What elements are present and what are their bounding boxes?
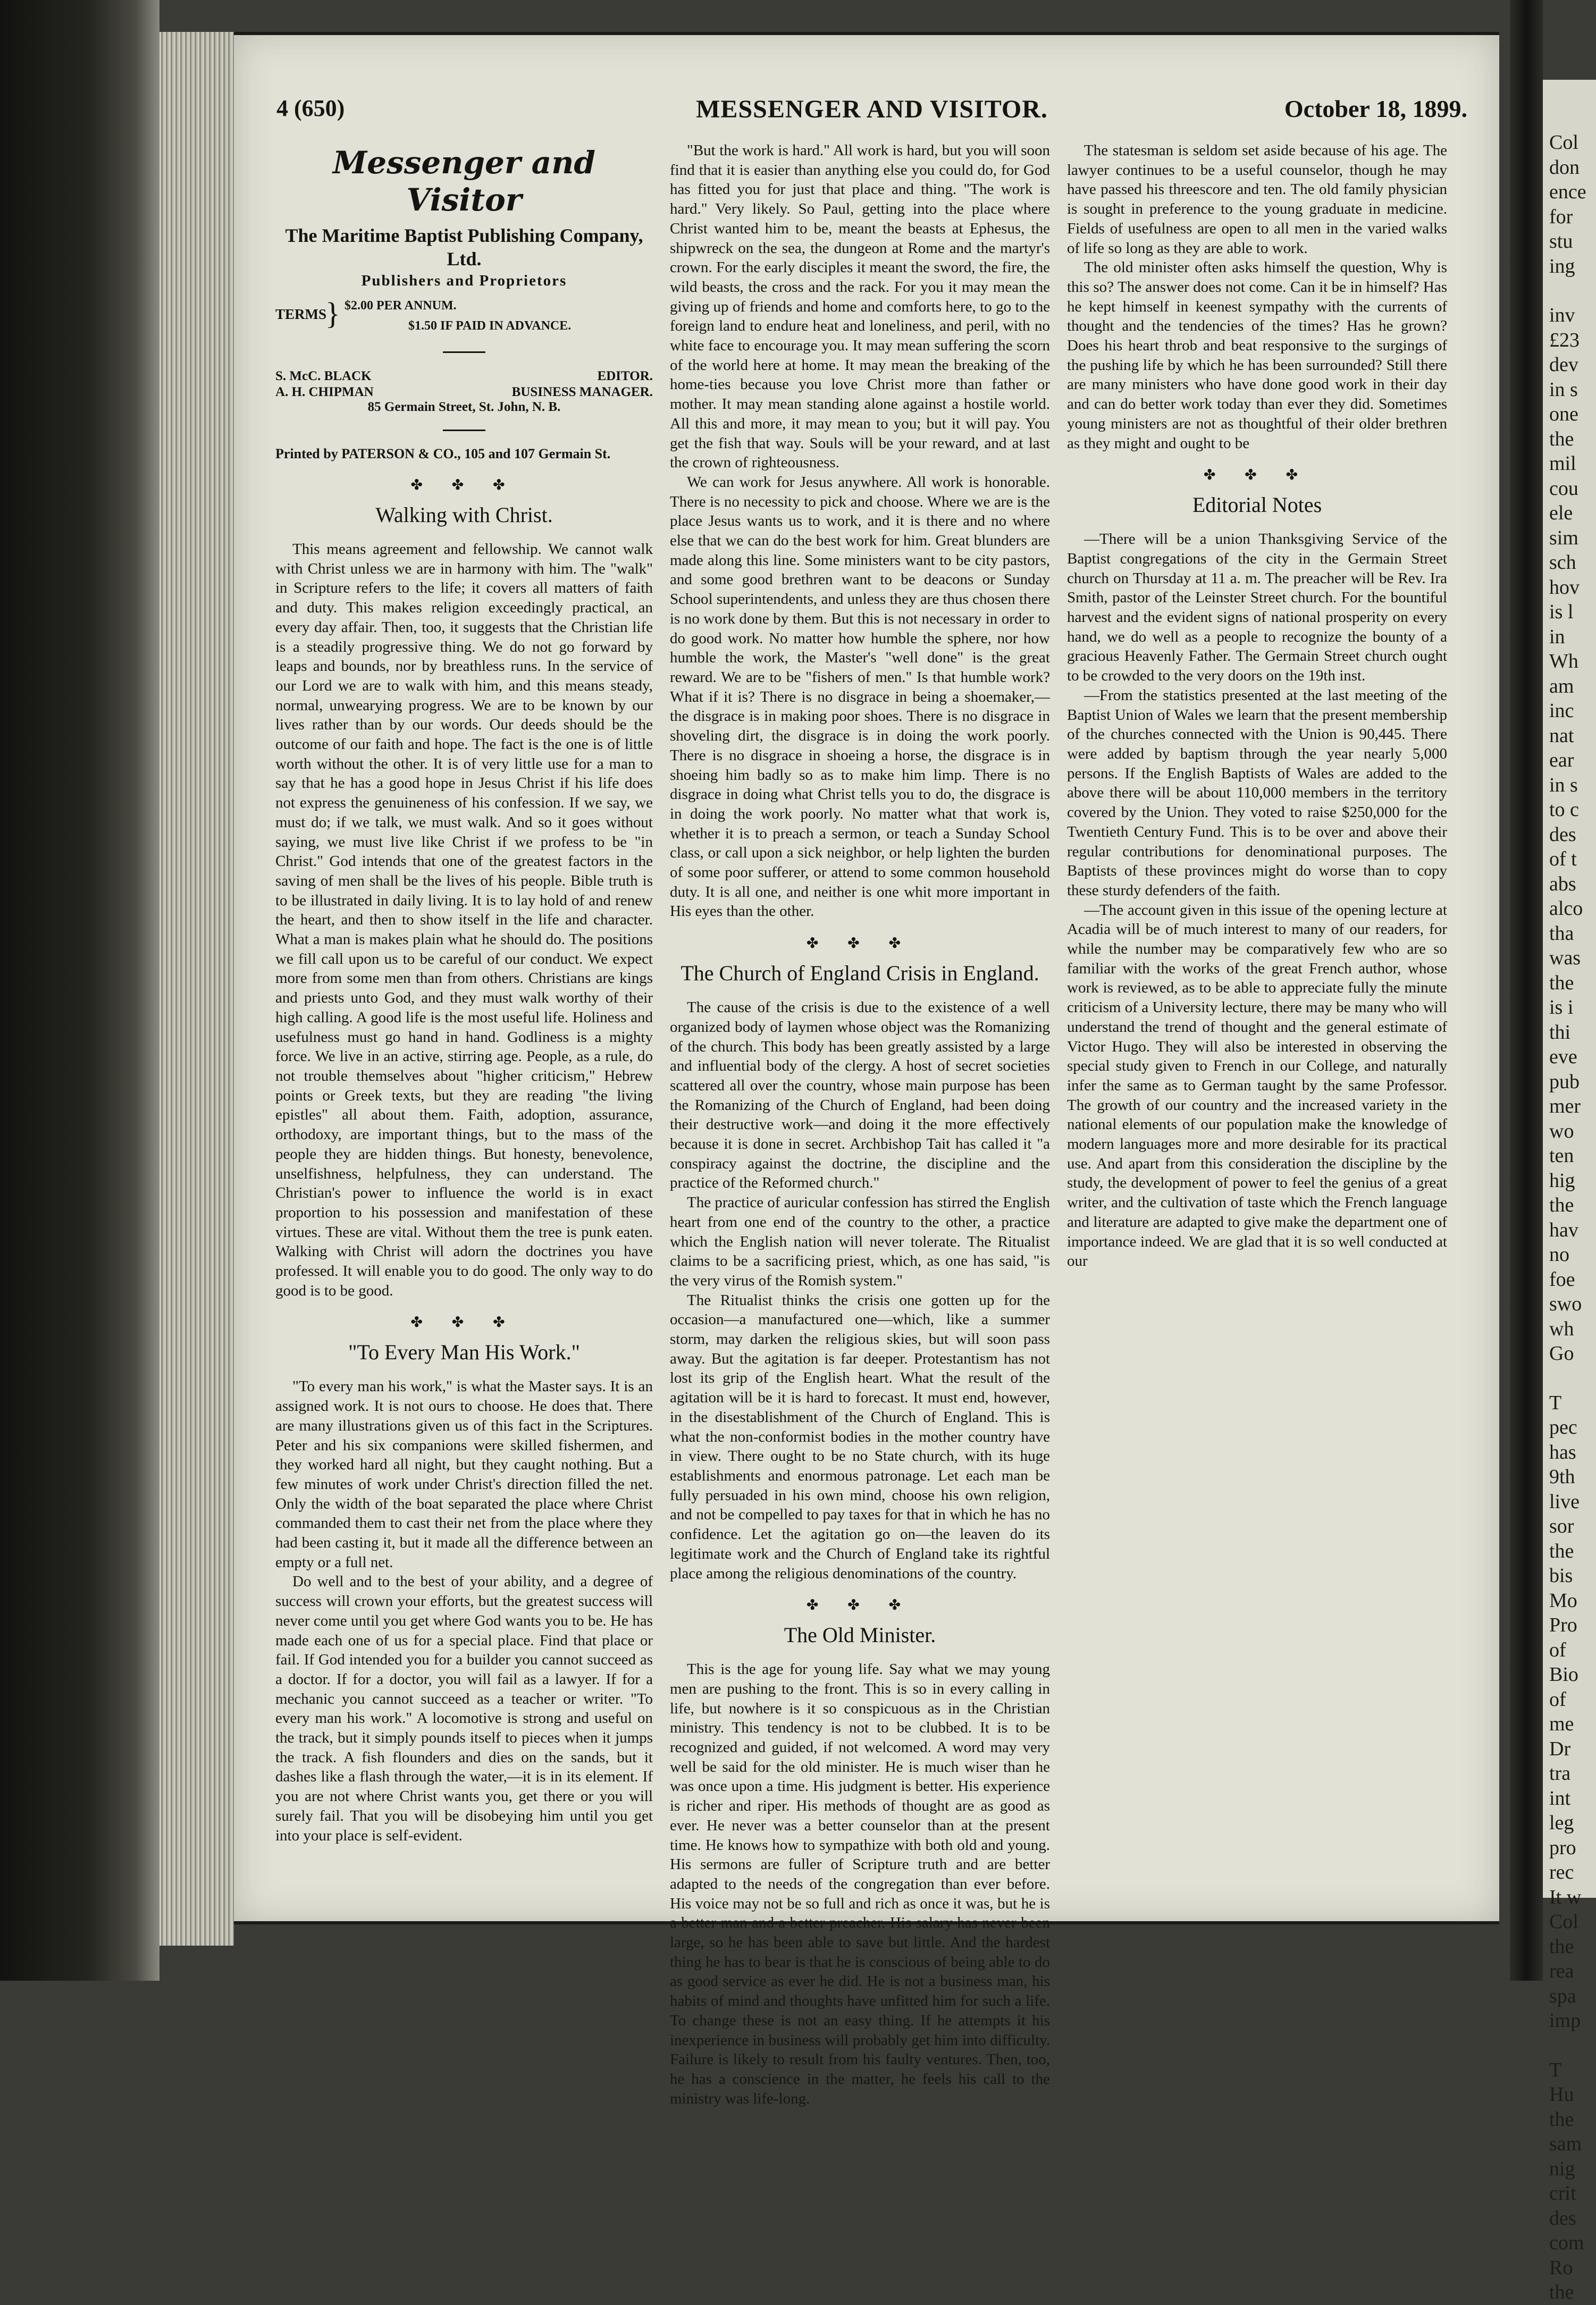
fragment-text: wo — [1549, 1120, 1574, 1142]
fragment-text: the — [1549, 1540, 1574, 1562]
fragment-text: inv — [1549, 304, 1575, 326]
article-title-notes: Editorial Notes — [1192, 493, 1322, 517]
column-3 — [1067, 141, 1447, 1271]
fragment-text: in s — [1549, 378, 1578, 401]
column-2 — [670, 141, 1050, 2108]
terms-annum: $2.00 PER ANNUM. — [345, 299, 457, 313]
fragment-text: crit — [1549, 2182, 1576, 2205]
fragment-text: mer — [1549, 1095, 1581, 1117]
editor-name: S. McC. BLACK — [275, 369, 372, 383]
fragment-text: imp — [1549, 2009, 1581, 2032]
fragment-text: tha — [1549, 922, 1574, 945]
fragment-text: am — [1549, 675, 1574, 697]
fragment-text: Wh — [1549, 650, 1578, 672]
fragment-text: pro — [1549, 1836, 1576, 1859]
fragment-text — [1549, 1366, 1596, 1391]
editorial-note: —The account given in this issue of the opening lecture at Acadia will be of much interest to many of our readers, for while the number may be comparatively few who are so familiar with the works of the great French author, whose work is reviewed, as to be able to appreciate fully the minute criticism of a University lecture, there may be many who will understand the trend of thought and the general estimate of Victor Hugo. They will also be interested in observing the special study given to French in our College, and naturally infer the same as to German taught by the same Professor. The growth of our country and the increased variety in the national elements of our population make the knowledge of modern languages more and more desirable for its practical use. And apart from this consideration the discipline by the study, the development of power to feel the genius of a great writer, and the cultivation of taste which the French language and literature are adapted to give make the department one of importance indeed. We are glad that it is so well conducted at our — [1067, 901, 1447, 1270]
fragment-text: Pro — [1549, 1614, 1577, 1636]
fragment-text: 9th — [1549, 1466, 1575, 1488]
fragment-text: Bio — [1549, 1663, 1578, 1686]
fragment-text: hig — [1549, 1169, 1575, 1192]
fragment-text: ear — [1549, 749, 1574, 771]
fragment-text: pec — [1549, 1416, 1577, 1438]
fragment-text: ele — [1549, 502, 1573, 524]
fragment-text: don — [1549, 156, 1580, 179]
scan-edge-top — [234, 32, 1499, 35]
publisher-name: The Maritime Baptist Publishing Company, Ltd. — [285, 225, 643, 270]
article-paragraph: The practice of auricular confession has stirred the English heart from one end of the country to the other, a practice which the English nation will never tolerate. The Ritualist claims to be a sacrificing priest, which, as one has said, "is the very virus of the Romish system." — [670, 1194, 1050, 1289]
fragment-text — [1549, 2033, 1596, 2058]
fragment-text: to c — [1549, 798, 1579, 821]
fragment-text: spa — [1549, 1984, 1576, 2007]
article-paragraph: The Ritualist thinks the crisis one gotten up for the occasion—a manufactured one—which, like a summer storm, may darken the religious skies, but will soon pass away. But the agitation is far deeper. Protestantism has not lost its grip of the English heart. What the result of the agitation will be it is hard to forecast. It must end, however, in the disestablishment of the Church of England. This is what the non-conformist bodies in the mother country have in view. There ought to be no State church, with its huge establishments and enormous patronage. Let each man be fully persuaded in his own mind, choose his own religion, and not be compelled to pay taxes for that in which he has no confidence. Let the agitation go on—the leaven do its legitimate work and the Church of England take its rightful place among the religious denominations of the country. — [670, 1291, 1050, 1582]
article-paragraph: This means agreement and fellowship. We cannot walk with Christ unless we are in harmony with him. The "walk" in Scripture refers to the life; it covers all matters of faith and duty. This makes religion exceedingly practical, an every day affair. Then, too, it suggests that the Christian life is a steadily progressive thing. We do not go forward by leaps and bounds, nor by breathless runs. In the service of our Lord we are to walk with him, and this means steady, normal, unwearying progress. We are to be known by our lives rather than by our words. Our deeds should be the outcome of our faith and hope. The fact is the one is of little worth without the other. It is of very little use for a man to say that he has a good hope in Jesus Christ if his life does not express the genuineness of his confession. If we say, we must do; if we talk, we must walk. And so it goes without saying, we must live like Christ if we profess to be "in Christ." God intends that one of the greatest factors in the saving of men shall be the lives of his people. Bible truth is to be illustrated in daily living. It is to lay hold of and renew the heart, and then to show itself in the life and character. What a man is makes plain what he should do. The positions we fill call upon us to be careful of our conduct. We expect more from some men than from others. Christians are kings and priests unto God, and they must walk worthy of their high calling. A good life is the most useful life. Holiness and usefulness must go hand in hand. Godliness is a mighty force. We live in an active, stirring age. People, as a rule, do not trouble themselves about "higher criticism," Hebrew points or Greek texts, but they are reading "the living epistles" all about them. Faith, adoption, assurance, orthodoxy, are important things, but to the mass of the people they are hidden things. But honesty, benevolence, unselfishness, helpfulness, they can understand. The Christian's power to influence the world is in exact proportion to his possession and manifestation of these virtues. These are vital. Without them the tree is punk eaten. Walking with Christ will adorn the doctrines you have professed. It will enable you to do good. The only way to do good is to be good. — [275, 541, 653, 1299]
fragment-text: bis — [1549, 1564, 1573, 1587]
article-title-church: The Church of England Crisis in England. — [681, 961, 1039, 986]
fragment-text: It w — [1549, 1886, 1582, 1908]
ornament-divider: ✤ ✤ ✤ — [806, 1597, 914, 1613]
editorial-note: —From the statistics presented at the last meeting of the Baptist Union of Wales we learn that the present membership of the churches connected with the Union is 90,445. There were added by baptism through the year nearly 5,000 persons. If the English Baptists of Wales are added to the above there will be about 110,000 members in the territory covered by the Union. They voted to raise $250,000 for the Twentieth Century Fund. This is to be over and above their regular contributions for denominational purposes. The Baptists of these provinces might do worse than to copy these sturdy defenders of the faith. — [1067, 686, 1447, 899]
fragment-text: abs — [1549, 872, 1576, 895]
fragment-text: of — [1549, 1688, 1566, 1711]
fragment-text — [1549, 279, 1596, 303]
fragment-text: Ro — [1549, 2256, 1573, 2279]
fragment-text: the — [1549, 427, 1574, 450]
column-1 — [275, 141, 653, 1845]
manager-name: A. H. CHIPMAN — [275, 385, 374, 399]
fragment-text: thi — [1549, 1021, 1571, 1044]
fragment-text: is l — [1549, 601, 1574, 623]
manager-role: BUSINESS MANAGER. — [511, 385, 653, 399]
fragment-text: ence — [1549, 181, 1586, 203]
fragment-text: nig — [1549, 2157, 1575, 2180]
fragment-text: live — [1549, 1490, 1580, 1513]
fragment-text: in s — [1549, 773, 1578, 796]
fragment-text: the — [1549, 2108, 1574, 2131]
editor-role: EDITOR. — [597, 369, 653, 383]
fragment-text: hov — [1549, 576, 1580, 599]
fragment-text: mil — [1549, 452, 1576, 475]
editorial-note: —There will be a union Thanksgiving Service of the Baptist congregations of the city in the Germain Street church on Thursday at 11 a. m. The preacher will be Rev. Ira Smith, pastor of the Leinster Street church. For the bountiful harvest and the evident signs of national prosperity on every hand, we do well as a people to recognize the bounty of a gracious Heavenly Father. The Germain Street church ought to be crowded to the very doors on the 19th inst. — [1067, 531, 1447, 685]
fragment-text: stu — [1549, 230, 1573, 253]
fragment-text: swo — [1549, 1293, 1582, 1315]
ornament-divider: ✤ ✤ ✤ — [410, 477, 518, 493]
stacked-page-edges — [159, 32, 234, 1946]
fragment-text: sor — [1549, 1515, 1574, 1537]
fragment-text: eve — [1549, 1046, 1577, 1068]
fragment-text: ten — [1549, 1145, 1574, 1167]
paper-name: MESSENGER AND VISITOR. — [696, 95, 1048, 123]
article-title-work: "To Every Man His Work." — [348, 1340, 580, 1365]
fragment-text: rea — [1549, 1960, 1574, 1982]
article-paragraph: "To every man his work," is what the Master says. It is an assigned work. It is not ours to choose. He does that. There are many illustrations given us of this fact in the Scriptures. Peter and his six companions were skilled fishermen, and they worked hard all night, but they caught nothing. But a few minutes of work under Christ's direction filled the net. Only the width of the boat separated the place where Christ commanded them to cast their net from the place where they had been casting it, but it made all the difference between an empty or a full net. — [275, 1378, 653, 1571]
fragment-text: for — [1549, 205, 1573, 228]
fragment-text: has — [1549, 1441, 1576, 1463]
fragment-text: of — [1549, 1638, 1566, 1661]
ornament-divider: ✤ ✤ ✤ — [410, 1314, 518, 1331]
fragment-text: T — [1549, 1391, 1562, 1414]
running-head — [276, 95, 1467, 137]
article-paragraph: Do well and to the best of your ability, and a degree of success will crown your efforts, but the greatest success will never come until you get where God wants you to be. He has made each one of us for a special place. Find that place or fail. If God intended you for a builder you cannot succeed as a doctor. If for a doctor, you will fail as a lawyer. If for a mechanic you cannot succeed as a teacher or writer. "To every man his work." A locomotive is strong and useful on the track, but it simply pounds itself to pieces when it jumps the track. A fish flounders and dies on the sands, but it dashes like a flash through the water,—it is in its element. If you are not where Christ wants you, get there or you will surely fail. That you will be disobeying him until you get into your place is self-evident. — [275, 1573, 653, 1844]
fragment-text: the — [1549, 2281, 1574, 2303]
terms-advance: $1.50 IF PAID IN ADVANCE. — [408, 319, 572, 333]
fragment-text: rec — [1549, 1861, 1574, 1883]
fragment-text: Mo — [1549, 1589, 1577, 1612]
office-address: 85 Germain Street, St. John, N. B. — [367, 400, 561, 414]
fragment-text: was — [1549, 947, 1581, 969]
fragment-text: of t — [1549, 848, 1577, 870]
fragment-text: foe — [1549, 1268, 1575, 1291]
book-spine-shadow — [0, 0, 159, 1981]
ornament-divider: ✤ ✤ ✤ — [1203, 467, 1311, 483]
issue-date: October 18, 1899. — [1284, 95, 1467, 122]
binding-gutter — [1510, 0, 1543, 1981]
article-title-walking: Walking with Christ. — [375, 503, 553, 527]
article-paragraph: This is the age for young life. Say what we may young men are pushing to the front. This is so in every calling in life, but nowhere is it so conspicuous as in the Christian ministry. This tendency is not to be clubbed. It is to be recognized and guided, if not welcomed. A word may very well be said for the old minister. He is much wiser than he was once upon a time. His judgment is better. His experience is richer and riper. His methods of thought are as good as ever. He never was a better counselor than at the present time. He knows how to sympathize with both old and young. His sermons are fuller of Scripture truth and are better adapted to the needs of the congregation than ever before. His voice may not be so full and rich as once it was, but he is a better man and a better preacher. His salary has never been large, so he has been able to save but little. And the hardest thing he has to bear is that he is conscious of being able to do as good service as ever he did. He is not a business man, his habits of mind and thoughts have unfitted him for such a life. To change these is not an easy thing. If he attempts it his inexperience in business will probably get him into difficulty. Failure is likely to result from his faulty ventures. Then, too, he has a conscience in the matter, he feels his call to the ministry was life-long. — [670, 1661, 1050, 2107]
brace-glyph: } — [325, 296, 340, 331]
divider-rule — [443, 430, 485, 431]
publisher-role: Publishers and Proprietors — [361, 272, 567, 289]
terms-label: TERMS — [275, 306, 327, 322]
fragment-text: is i — [1549, 996, 1574, 1019]
fragment-text: Go — [1549, 1342, 1574, 1365]
article-paragraph: "But the work is hard." All work is hard, but you will soon find that it is easier than anything else you could do, for God has fitted you for just that place and thing. "The work is hard." Very likely. So Paul, getting into the place where Christ wanted him to be, meant the beasts at Ephesus, the shipwreck on the sea, the dungeon at Rome and the martyr's crown. For the early disciples it meant the sword, the fire, the wild beasts, the cross and the rack. For you it may mean the giving up of friends and home and comforts here, to go to the foreign land to endure heat and loneliness, and peril, with no white face to encourage you. It may mean suffering the scorn of the world here at home. It may mean the breaking of the home-ties because you love Christ more than father or mother. It may mean standing alone against a hostile world. All this and more, it may mean to you; but it will pay. You get the fish that way. Souls will be your reward, and at last the crown of righteousness. — [670, 142, 1050, 472]
fragment-text: dev — [1549, 354, 1578, 376]
fragment-text: Col — [1549, 1911, 1578, 1933]
fragment-text: nat — [1549, 724, 1574, 747]
fragment-text: sch — [1549, 551, 1576, 574]
fragment-text: T — [1549, 2058, 1562, 2081]
fragment-text: in — [1549, 625, 1565, 648]
manager-line — [275, 383, 653, 399]
divider-rule — [443, 351, 485, 353]
fragment-text: sim — [1549, 526, 1578, 549]
fragment-text: inc — [1549, 700, 1574, 722]
fragment-text: the — [1549, 971, 1574, 994]
article-paragraph: The old minister often asks himself the question, Why is this so? The answer does not come. Can it be in himself? Has he kept himself in keenest sympathy with the currents of thought and the tendencies of the times? Has he grown? Does his heart throb and beat responsive to the surgings of the pushing life by which he has been surrounded? Still there are many ministers who have done good work in their day and can do better work today than ever they did. Sometimes young ministers are not as thoughtful of their older brethren as they might and ought to be — [1067, 259, 1447, 452]
article-paragraph: We can work for Jesus anywhere. All work is honorable. There is no necessity to pick and choose. Where we are is the place Jesus wants us to work, and it is there and no where else that we can do the best work for him. Great blunders are made along this line. Some ministers want to be city pastors, and some good brethren want to be deacons or Sunday School superintendents, and unless they are thus chosen there is no work done by them. But this is not necessary in order to do good work. No matter how humble the sphere, nor how humble the work, the Master's "well done" is the great reward. We are to be "fishers of men." Is that humble work? What if it is? There is no disgrace in being a shoemaker,—the disgrace is in making poor shoes. There is no disgrace in shoveling dirt, the disgrace is in doing the work poorly. There is no disgrace in shoeing a horse, the disgrace is in shoeing him badly so as to make him limp. There is no disgrace in doing what Christ tells you to do, the disgrace is in doing the work poorly. No matter what that work is, whether it is to preach a sermon, or teach a Sunday School class, or call upon a sick neighbor, or help lighten the burden of some poor sufferer, or attend to some common household duty. It is all one, and neither is one whit more important in His eyes than the other. — [670, 473, 1050, 920]
fragment-text: Hu — [1549, 2083, 1574, 2106]
fragment-text: ing — [1549, 255, 1575, 277]
subscription-terms — [275, 293, 653, 338]
fragment-text: sam — [1549, 2133, 1582, 2155]
fragment-text: leg — [1549, 1812, 1574, 1834]
fragment-text: com — [1549, 2232, 1584, 2254]
editor-line — [275, 367, 653, 383]
fragment-text: the — [1549, 1194, 1574, 1216]
fragment-text: des — [1549, 2207, 1576, 2230]
printer-line: Printed by PATERSON & CO., 105 and 107 Germain St. — [275, 446, 611, 461]
article-paragraph: The cause of the crisis is due to the existence of a well organized body of laymen whose object was the Romanizing of the church. This body has been greatly assisted by a large and influential body of the clergy. A host of secret societies scattered all over the country, whose main purpose has been the Romanizing of the Church of England, had been doing their destructive work—and doing it the more effectively because it is done in secret. Archbishop Tait has called it "a conspiracy against the doctrine, the discipline and the practice of the Reformed church." — [670, 999, 1050, 1192]
article-paragraph: The statesman is seldom set aside because of his age. The lawyer continues to be a useful counselor, though he may have passed his threescore and ten. The old family physician is sought in preference to the young graduate in medicine. Fields of usefulness are open to all men in the varied walks of life so long as they are able to work. — [1067, 142, 1447, 257]
fragment-text: int — [1549, 1787, 1571, 1810]
fragment-text: des — [1549, 823, 1576, 846]
fragment-text: hav — [1549, 1218, 1578, 1241]
fragment-text: pub — [1549, 1070, 1580, 1093]
article-title-minister: The Old Minister. — [784, 1623, 936, 1647]
fragment-text: cou — [1549, 477, 1578, 500]
page-number: 4 (650) — [276, 95, 345, 121]
newspaper-page — [234, 32, 1499, 2107]
fragment-text: me — [1549, 1713, 1574, 1735]
fragment-text: Col — [1549, 131, 1578, 154]
fragment-text: Dr — [1549, 1737, 1571, 1760]
ornament-divider: ✤ ✤ ✤ — [806, 935, 914, 952]
fragment-text: alco — [1549, 897, 1583, 920]
adjacent-page-fragment — [1543, 80, 1596, 2303]
fragment-text: £23 — [1549, 329, 1580, 351]
fragment-text: the — [1549, 1935, 1574, 1958]
fragment-text: no — [1549, 1243, 1569, 1266]
fragment-text: one — [1549, 403, 1578, 425]
fragment-text: wh — [1549, 1317, 1574, 1340]
masthead-title: Messenger and Visitor — [333, 145, 595, 218]
fragment-text: tra — [1549, 1762, 1571, 1785]
